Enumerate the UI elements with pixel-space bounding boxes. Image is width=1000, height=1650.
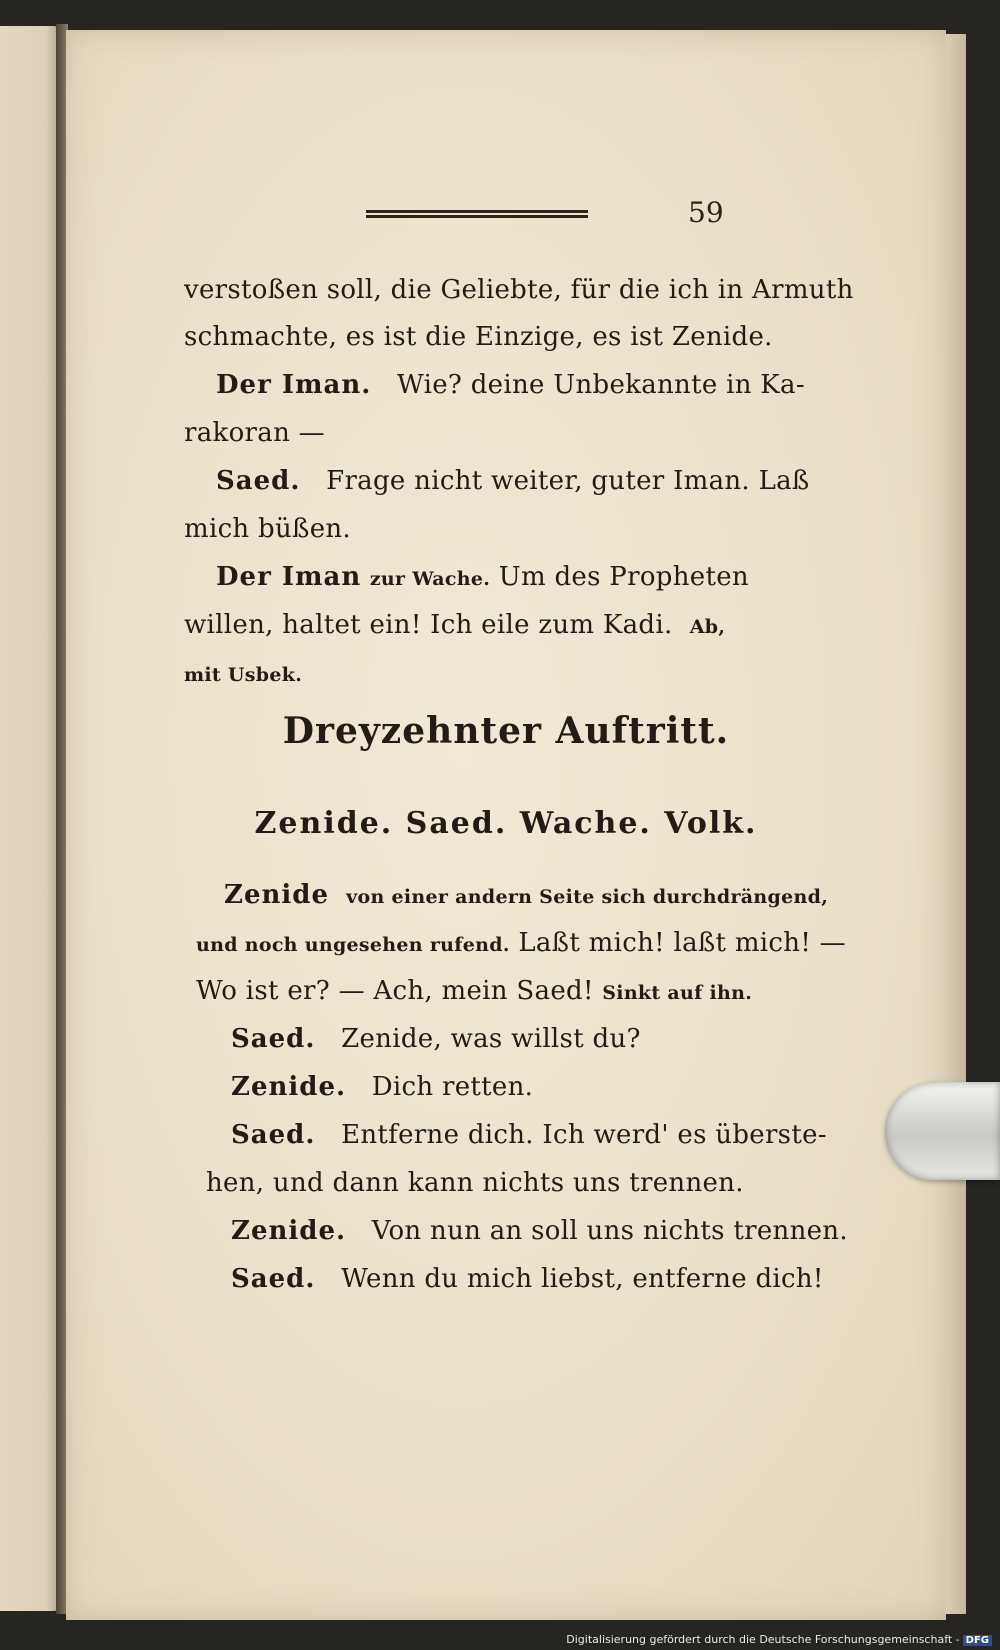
line-text: mich büßen.	[184, 514, 351, 544]
text-line	[216, 466, 810, 496]
stage-direction: und noch ungesehen rufend.	[196, 934, 510, 956]
text-line	[231, 1216, 848, 1246]
text-line	[216, 370, 805, 400]
text-line	[231, 1120, 827, 1150]
speaker-name: Saed.	[231, 1264, 316, 1294]
text-line	[206, 1168, 744, 1198]
digitization-credit	[566, 1633, 992, 1646]
speaker-name: Zenide	[224, 880, 330, 910]
text-line	[184, 322, 773, 352]
text-line	[184, 610, 725, 640]
text-line	[231, 1024, 641, 1054]
text-line	[196, 928, 846, 958]
cast-list: Zenide. Saed. Wache. Volk.	[254, 806, 758, 841]
stage-direction: von einer andern Seite sich durchdrängend,	[346, 886, 829, 908]
text-line	[196, 976, 752, 1006]
speaker-name: Zenide.	[231, 1216, 347, 1246]
line-text: schmachte, es ist die Einzige, es ist Zenide.	[184, 322, 773, 352]
text-line	[216, 562, 749, 592]
speaker-name: Saed.	[231, 1120, 316, 1150]
line-text: Dich retten.	[371, 1072, 534, 1102]
line-text: Zenide, was willst du?	[341, 1024, 641, 1054]
line-text: Wenn du mich liebst, entferne dich!	[341, 1264, 824, 1294]
line-text: willen, haltet ein! Ich eile zum Kadi.	[184, 610, 673, 640]
text-line	[184, 658, 302, 688]
page-edge	[946, 34, 966, 1614]
line-text: Wie? deine Unbekannte in Ka-	[397, 370, 805, 400]
line-text: Frage nicht weiter, guter Iman. Laß	[326, 466, 810, 496]
stage-direction: Ab,	[689, 616, 726, 638]
text-line	[224, 880, 828, 910]
line-text: verstoßen soll, die Geliebte, für die ich in Armuth	[184, 275, 854, 305]
speaker-name: Der Iman.	[216, 370, 372, 400]
page-clip	[885, 1082, 1000, 1180]
page-number: 59	[688, 196, 724, 229]
speaker-name: Der Iman	[216, 562, 362, 592]
stage-direction: mit Usbek.	[184, 664, 303, 686]
text-line	[231, 1072, 533, 1102]
book-page	[66, 30, 946, 1620]
speaker-name: Zenide.	[231, 1072, 347, 1102]
stage-direction: zur Wache.	[369, 568, 491, 590]
line-text: Entferne dich. Ich werd' es überste-	[341, 1120, 827, 1150]
line-text: Wo ist er? — Ach, mein Saed!	[196, 976, 594, 1006]
dfg-logo: DFG	[963, 1635, 992, 1646]
speaker-name: Saed.	[231, 1024, 316, 1054]
text-line	[231, 1264, 824, 1294]
line-text: Von nun an soll uns nichts trennen.	[371, 1216, 848, 1246]
line-text: rakoran —	[184, 418, 325, 448]
stage-direction: Sinkt auf ihn.	[602, 982, 753, 1004]
speaker-name: Saed.	[216, 466, 301, 496]
text-line	[184, 514, 351, 544]
credit-text: Digitalisierung gefördert durch die Deutsche Forschungsgemeinschaft -	[566, 1633, 960, 1646]
text-line	[184, 418, 325, 448]
header-rule	[366, 210, 588, 213]
scene-title: Dreyzehnter Auftritt.	[282, 710, 730, 752]
text-line	[184, 275, 854, 305]
line-text: hen, und dann kann nichts uns trennen.	[206, 1168, 744, 1198]
line-text: Laßt mich! laßt mich! —	[518, 928, 846, 958]
line-text: Um des Propheten	[498, 562, 749, 592]
facing-page	[0, 26, 58, 1611]
